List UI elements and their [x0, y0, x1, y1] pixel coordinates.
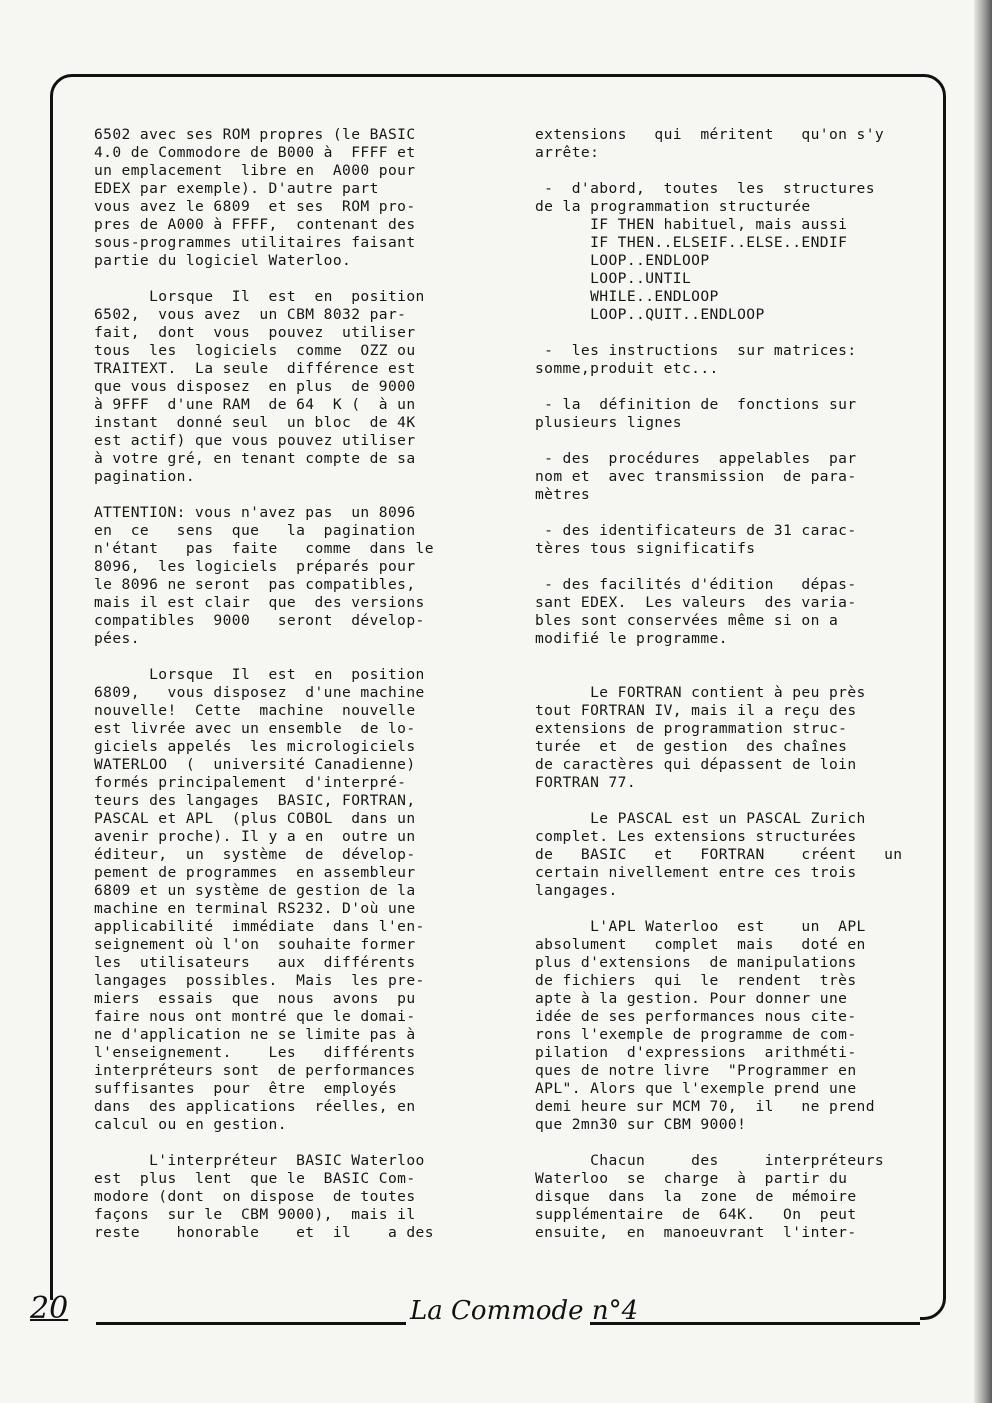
paragraph: L'APL Waterloo est un APL absolument complet mais doté en plus d'extensions de manipulations de fichiers qui le rendent très apte à la gestion. Pour donner une idée de ses performances nous cite- rons l'exemple de programme de com- pilation d'expressions arithméti- ques de notre livre "Programmer en APL". Alors que l'exemple prend une demi heure sur MCM 70, il ne prend que 2mn30 sur CBM 9000! [535, 918, 875, 1133]
footer-rule-left [96, 1322, 406, 1325]
page-number: 20 [30, 1291, 69, 1326]
paragraph: extensions qui méritent qu'on s'y arrête: [535, 126, 885, 161]
right-text-column [535, 126, 903, 1242]
list-item: - d'abord, toutes les structures de la programmation structurée IF THEN habituel, mais aussi IF THEN..ELSEIF..ELSE..ENDIF LOOP..ENDLOOP LOOP..UNTIL WHILE..ENDLOOP LOOP..QUIT..ENDLOOP [535, 180, 875, 323]
paragraph: Lorsque Il est en position 6809, vous disposez d'une machine nouvelle! Cette machine nouvelle est livrée avec un ensemble de lo- giciels appelés les micrologiciels WATERLOO ( université Canadienne) formés principalement d'interpré- teurs des langages BASIC, FORTRAN, PASCAL et APL (plus COBOL dans un avenir proche). Il y a en outre un éditeur, un système de dévelop- pement de programmes en assembleur 6809 et un système de gestion de la machine en terminal RS232. D'où une applicabilité immédiate dans l'en- seignement où l'on souhaite former les utilisateurs aux différents langages possibles. Mais les pre- miers essais que nous avons pu faire nous ont montré que le domai- ne d'application ne se limite pas à l'enseignement. Les différents interpréteurs sont de performances suffisantes pour être employés dans des applications réelles, en calcul ou en gestion. [94, 666, 425, 1133]
paragraph: 6502 avec ses ROM propres (le BASIC 4.0 de Commodore de B000 à FFFF et un emplacement libre en A000 pour EDEX par exemple). D'autre part vous avez le 6809 et ses ROM pro- pres de A000 à FFFF, contenant des sous-programmes utilitaires faisant partie du logiciel Waterloo. [94, 126, 416, 269]
paragraph: L'interpréteur BASIC Waterloo est plus lent que le BASIC Com- modore (dont on dispose de toutes façons sur le CBM 9000), mais il reste honorable et il a des [94, 1152, 434, 1241]
paragraph: Chacun des interpréteurs Waterloo se charge à partir du disque dans la zone de mémoire supplémentaire de 64K. On peut ensuite, en manoeuvrant l'inter- [535, 1152, 885, 1241]
list-item: - des identificateurs de 31 carac- tères tous significatifs [535, 522, 857, 557]
list-item: - des procédures appelables par nom et avec transmission de para- mètres [535, 450, 857, 503]
page-edge-shadow [974, 0, 992, 1403]
paragraph: Le PASCAL est un PASCAL Zurich complet. Les extensions structurées de BASIC et FORTRAN créent un certain nivellement entre ces trois langages. [535, 810, 903, 899]
list-item: - les instructions sur matrices: somme,produit etc... [535, 342, 857, 377]
paragraph: Lorsque Il est en position 6502, vous avez un CBM 8032 par- fait, dont vous pouvez utiliser tous les logiciels comme OZZ ou TRAITEXT. La seule différence est que vous disposez en plus de 9000 à 9FFF d'une RAM de 64 K ( à un instant donné seul un bloc de 4K est actif) que vous pouvez utiliser à votre gré, en tenant compte de sa pagination. [94, 288, 425, 485]
footer-rule-right [590, 1322, 920, 1325]
paragraph: ATTENTION: vous n'avez pas un 8096 en ce sens que la pagination n'étant pas faite comme dans le 8096, les logiciels préparés pour le 8096 ne seront pas compatibles, mais il est clair que des versions compatibles 9000 seront dévelop- pées. [94, 504, 434, 647]
paragraph: Le FORTRAN contient à peu près tout FORTRAN IV, mais il a reçu des extensions de programmation struc- turée et de gestion des chaînes de caractères qui dépassent de loin FORTRAN 77. [535, 684, 866, 791]
left-text-column [94, 126, 452, 1242]
footer-masthead: La Commode n°4 [410, 1296, 639, 1326]
list-item: - la définition de fonctions sur plusieurs lignes [535, 396, 857, 431]
list-item: - des facilités d'édition dépas- sant EDEX. Les valeurs des varia- bles sont conservées même si on a modifié le programme. [535, 576, 857, 647]
